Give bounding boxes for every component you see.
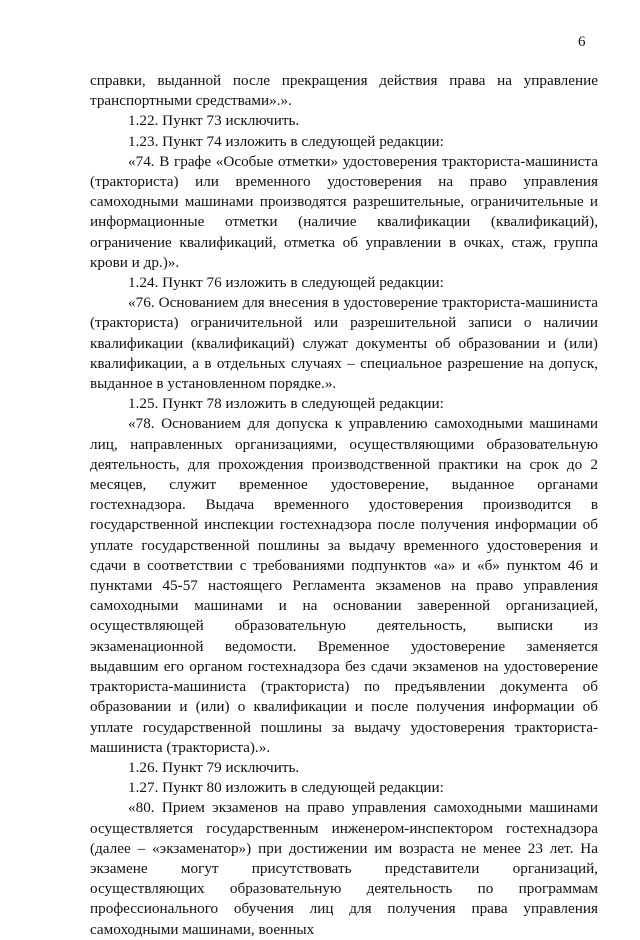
paragraph-item-1-22: 1.22. Пункт 73 исключить. — [128, 112, 300, 130]
paragraph-item-1-23: 1.23. Пункт 74 изложить в следующей редакции: — [128, 132, 444, 150]
paragraph-item-1-24: 1.24. Пункт 76 изложить в следующей редакции: — [128, 274, 444, 292]
paragraph-clause-74: «74. В графе «Особые отметки» удостоверения тракториста-машиниста (тракториста) или временного удостоверения на право управления самоходными машинами производятся разрешительные, ограничительные и информационные отметки (наличие квалификации (квалификаций), ограничение квалификаций, отметка об управлении в очках, стаж, группа крови и др.)». — [90, 152, 598, 271]
paragraph-clause-80: «80. Прием экзаменов на право управления самоходными машинами осуществляется государственным инженером-инспектором гостехнадзора (далее – «экзаменатор») при достижении им возраста не менее 23 лет. На экзамене могут присутствовать представители организаций, осуществляющих образовательную деятельность по программам профессионального обучения лиц для получения права управления самоходными машинами, военных — [90, 799, 598, 938]
paragraph-continuation: справки, выданной после прекращения действия права на управление транспортными средствами».». — [90, 72, 598, 110]
paragraph-item-1-27: 1.27. Пункт 80 изложить в следующей редакции: — [128, 779, 444, 797]
paragraph-clause-78: «78. Основанием для допуска к управлению самоходными машинами лиц, направленных организациями, осуществляющими образовательную деятельность, для прохождения производственной практики на срок до 2 месяцев, служит временное удостоверение, выданное органами гостехнадзора. Выдача временного удостоверения производится в государственной инспекции гостехнадзора после получения информации об уплате государственной пошлины за выдачу временного удостоверения и сдачи в соответствии с требованиями подпунктов «а» и «б» пунктом 46 и пунктами 45-57 настоящего Регламента экзаменов на право управления самоходными машинами и на основании заверенной организацией, осуществляющей образовательную деятельность, выписки из экзаменационной ведомости. Временное удостоверение заменяется выдавшим его органом гостехнадзора без сдачи экзаменов на удостоверение тракториста-машиниста (тракториста) по предъявлении документа об образовании и (или) о квалификации и после получения информации об уплате государственной пошлины за выдачу удостоверения тракториста-машиниста (тракториста).». — [90, 415, 598, 756]
page-number: 6 — [578, 34, 586, 50]
document-body — [90, 71, 598, 940]
paragraph-item-1-26: 1.26. Пункт 79 исключить. — [128, 758, 300, 776]
paragraph-clause-76: «76. Основанием для внесения в удостоверение тракториста-машиниста (тракториста) ограничительной или разрешительной записи о наличии квалификации (квалификаций) служат документы об образовании и (или) квалификации, а в отдельных случаях – специальное разрешение на допуск, выданное в установленном порядке.». — [90, 294, 598, 393]
paragraph-item-1-25: 1.25. Пункт 78 изложить в следующей редакции: — [128, 395, 444, 413]
